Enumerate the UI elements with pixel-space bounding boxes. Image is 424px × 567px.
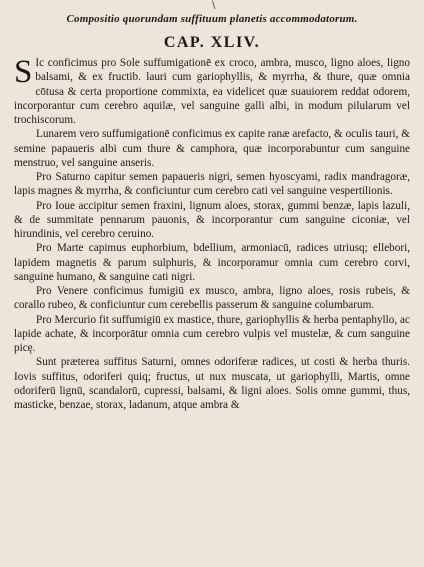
paragraph-mars: Pro Marte capimus euphorbium, bdellium, armoniacū, radices utriusq; ellebori, lapidem magnetis & parum sulphuris, & incorporamur omnia cum cerebro corvi, sanguine humano, & sanguine cati nigri. xyxy=(14,242,410,283)
paragraph-jupiter: Pro Ioue accipitur semen fraxini, lignum aloes, storax, gummi benzæ, lapis lazuli, & de summitate pennarum pauonis, & incorporantur cum sanguine ciconiæ, vel hirundinis, vel cerebro ceruino. xyxy=(14,199,410,240)
margin-mark: \ xyxy=(212,0,216,11)
running-title: Compositio quorundam suffituum planetis accommodatorum. xyxy=(66,13,358,25)
paragraph-other-suffumigations: Sunt præterea suffitus Saturni, omnes odoriferæ radices, ut costi & herba thuris. Iovis suffitus, odoriferi quiq; fructus, ut nux muscata, ut gariophylli, Martis, omne odoriferū lignū, scandalorū, cupressi, balsami, & ligni aloes. Solis omne gummi, thus, masticke, benzae, storax, ladanum, atque ambra & xyxy=(14,356,410,411)
drop-capital: S xyxy=(14,54,33,90)
paragraph-saturn: Pro Saturno capitur semen papaueris nigri, semen hyoscyami, radix mandragoræ, lapis magnes & myrrha, & conficiuntur cum cerebro cati vel sanguine vespertilionis. xyxy=(14,171,410,198)
paragraph-moon: Lunarem vero suffumigationē conficimus ex capite ranæ arefacto, & oculis tauri, & semine papaueris albi cum thure & camphora, quæ incorporabuntur cum sanguine menstruo, vel sanguine anseris. xyxy=(14,128,410,169)
paragraph-sun xyxy=(14,56,410,127)
chapter-heading: CAP. XLIV. xyxy=(163,34,261,51)
body-text xyxy=(14,56,410,412)
paragraph-text: Ic conficimus pro Sole suffumigationē ex croco, ambra, musco, ligno aloes, ligno balsami, & ex fructib. lauri cum gariophyllis, & myrrha, & thure, quæ omnia cōtusa & certa proportione commixta, ea videlicet quæ suauiorem reddat odorem, incorporantur cum cerebro aquilæ, vel sanguine galli albi, in modum pilularum vel trochiscorum. xyxy=(14,57,410,126)
paragraph-mercury: Pro Mercurio fit suffumigiū ex mastice, thure, gariophyllis & herba pentaphyllo, ac lapide achate, & incorporātur omnia cum cerebro vulpis vel mustelæ, & cum sanguine picę. xyxy=(14,313,410,354)
paragraph-venus: Pro Venere conficimus fumigiū ex musco, ambra, ligno aloes, rosis rubeis, & corallo rubeo, & conficiuntur cum cerebellis passerum & sanguine columbarum. xyxy=(14,285,410,312)
